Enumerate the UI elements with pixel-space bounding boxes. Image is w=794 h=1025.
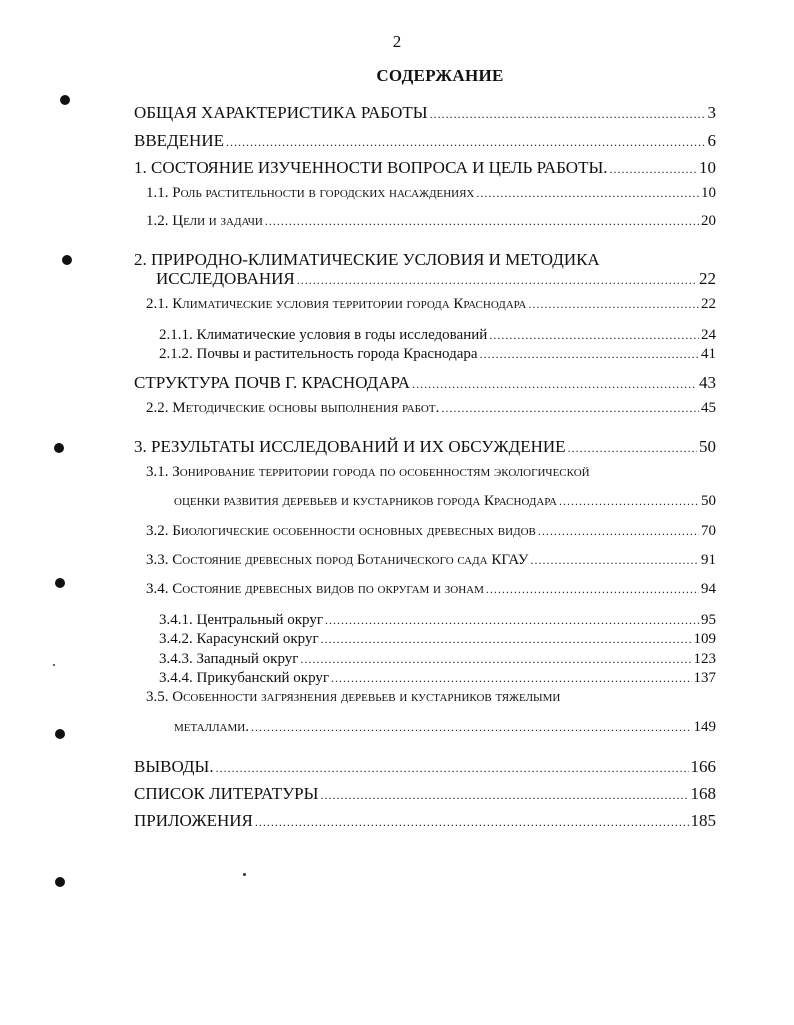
toc-entry-label: 3.4.4. Прикубанский округ [159,670,330,686]
toc-entry-page: 95 [701,612,716,628]
toc-entry-label: ОБЩАЯ ХАРАКТЕРИСТИКА РАБОТЫ [134,103,428,122]
toc-entry-subsection-3-4-1[interactable] [159,613,716,628]
leader-dots [531,554,699,566]
toc-entry-page: 149 [693,719,716,735]
punch-hole [60,95,70,105]
toc-entry-label: СПИСОК ЛИТЕРАТУРЫ [134,784,319,803]
leader-dots [559,495,699,507]
toc-entry-label: 3.4.3. Западный округ [159,651,299,667]
toc-entry-label: ВВЕДЕНИЕ [134,131,224,150]
toc-entry-intro[interactable] [134,132,716,149]
scan-speck [243,873,246,876]
toc-entry-section-3-2[interactable] [146,524,716,539]
punch-hole [55,877,65,887]
toc-entry-label: 3.2. Биологические особенности основных древесных видов [146,523,536,539]
toc-entry-page: 50 [701,493,716,509]
toc-entry-section-3-5[interactable] [174,720,716,735]
toc-entry-page: 168 [690,784,716,803]
leader-dots [610,163,697,175]
leader-dots [216,762,689,774]
toc-entry-section-3-4[interactable] [146,582,716,597]
toc-entry-page: 41 [701,346,716,362]
toc-entry-label: ПРИЛОЖЕНИЯ [134,811,253,830]
toc-entry-subsection-3-4-3[interactable] [159,652,716,667]
toc-entry-page: 6 [707,131,716,150]
toc-entry-section-1-1[interactable] [146,186,716,201]
toc-entry-section-3-5-line1: 3.5. Особенности загрязнения деревьев и кустарников тяжелыми [146,689,561,705]
leader-dots [325,614,699,626]
punch-hole [55,578,65,588]
toc-entry-label: 2.1. Климатические условия территории города Краснодара [146,296,527,312]
toc-entry-label: 3.4.2. Карасунский округ [159,631,319,647]
leader-dots [255,816,689,828]
leader-dots [486,583,699,595]
toc-title: СОДЕРЖАНИЕ [376,66,504,85]
toc-entry-subsection-3-4-4[interactable] [159,671,716,686]
toc-entry-section-3-1[interactable] [174,494,716,509]
leader-dots [320,789,688,801]
toc-entry-page: 24 [701,327,716,343]
toc-entry-label: 2.2. Методические основы выполнения работ. [146,400,440,416]
toc-entry-chapter-3[interactable] [134,438,716,455]
toc-entry-page: 185 [690,811,716,830]
toc-entry-label: 1.2. Цели и задачи [146,213,263,229]
punch-hole [55,729,65,739]
leader-dots [297,274,697,286]
toc-entry-chapter-2[interactable] [156,270,716,287]
leader-dots [251,721,692,733]
punch-hole [62,255,72,265]
toc-entry-soil-structure[interactable] [134,374,716,391]
toc-entry-label: ИССЛЕДОВАНИЯ [156,269,295,288]
toc-entry-label: металлами. [174,719,249,735]
toc-entry-section-3-3[interactable] [146,553,716,568]
leader-dots [528,298,699,310]
toc-entry-page: 166 [690,757,716,776]
leader-dots [441,402,699,414]
toc-entry-label: 1.1. Роль растительности в городских насаждениях [146,185,475,201]
toc-entry-section-2-1[interactable] [146,297,716,312]
toc-entry-page: 22 [701,296,716,312]
toc-entry-page: 45 [701,400,716,416]
toc-entry-page: 94 [701,581,716,597]
punch-hole [54,443,64,453]
toc-entry-page: 50 [699,437,716,456]
toc-entry-label: 3. РЕЗУЛЬТАТЫ ИССЛЕДОВАНИЙ И ИХ ОБСУЖДЕНИЕ [134,437,566,456]
toc-entry-label: СТРУКТУРА ПОЧВ Г. КРАСНОДАРА [134,373,411,392]
toc-entry-label: 2.1.2. Почвы и растительность города Краснодара [159,346,478,362]
toc-entry-page: 70 [701,523,716,539]
toc-entry-page: 109 [693,631,716,647]
leader-dots [568,442,697,454]
leader-dots [226,136,706,148]
page-number: 2 [392,32,402,51]
toc-entry-page: 22 [699,269,716,288]
toc-entry-page: 10 [701,185,716,201]
leader-dots [265,215,699,227]
toc-entry-general[interactable] [134,104,716,121]
leader-dots [538,525,699,537]
toc-entry-literature[interactable] [134,785,716,802]
toc-entry-subsection-2-1-1[interactable] [159,328,716,343]
leader-dots [412,378,697,390]
toc-entry-chapter-1[interactable] [134,159,716,176]
toc-entry-section-1-2[interactable] [146,214,716,229]
toc-entry-label: 1. СОСТОЯНИЕ ИЗУЧЕННОСТИ ВОПРОСА И ЦЕЛЬ РАБОТЫ. [134,158,608,177]
toc-entry-appendix[interactable] [134,812,716,829]
toc-entry-label: 3.4.1. Центральный округ [159,612,323,628]
toc-entry-page: 43 [699,373,716,392]
toc-entry-label: 2.1.1. Климатические условия в годы исследований [159,327,488,343]
leader-dots [480,348,699,360]
toc-entry-label: оценки развития деревьев и кустарников города Краснодара [174,493,557,509]
toc-entry-page: 3 [707,103,716,122]
toc-entry-label: 3.3. Состояние древесных пород Ботанического сада КГАУ [146,552,529,568]
toc-entry-conclusions[interactable] [134,758,716,775]
leader-dots [331,672,691,684]
toc-entry-page: 123 [693,651,716,667]
leader-dots [300,653,691,665]
toc-entry-page: 20 [701,213,716,229]
toc-entry-section-2-2[interactable] [146,401,716,416]
toc-entry-page: 137 [693,670,716,686]
toc-entry-subsection-2-1-2[interactable] [159,347,716,362]
leader-dots [476,187,699,199]
toc-entry-subsection-3-4-2[interactable] [159,632,716,647]
leader-dots [489,329,699,341]
scan-speck [53,664,55,666]
leader-dots [321,633,692,645]
toc-entry-section-3-1-line1: 3.1. Зонирование территории города по особенностям экологической [146,464,590,480]
toc-entry-label: 3.4. Состояние древесных видов по округам и зонам [146,581,484,597]
toc-entry-page: 91 [701,552,716,568]
leader-dots [430,108,706,120]
toc-entry-label: ВЫВОДЫ. [134,757,214,776]
toc-entry-chapter-2-line1: 2. ПРИРОДНО-КЛИМАТИЧЕСКИЕ УСЛОВИЯ И МЕТОДИКА [134,250,600,269]
toc-entry-page: 10 [699,158,716,177]
